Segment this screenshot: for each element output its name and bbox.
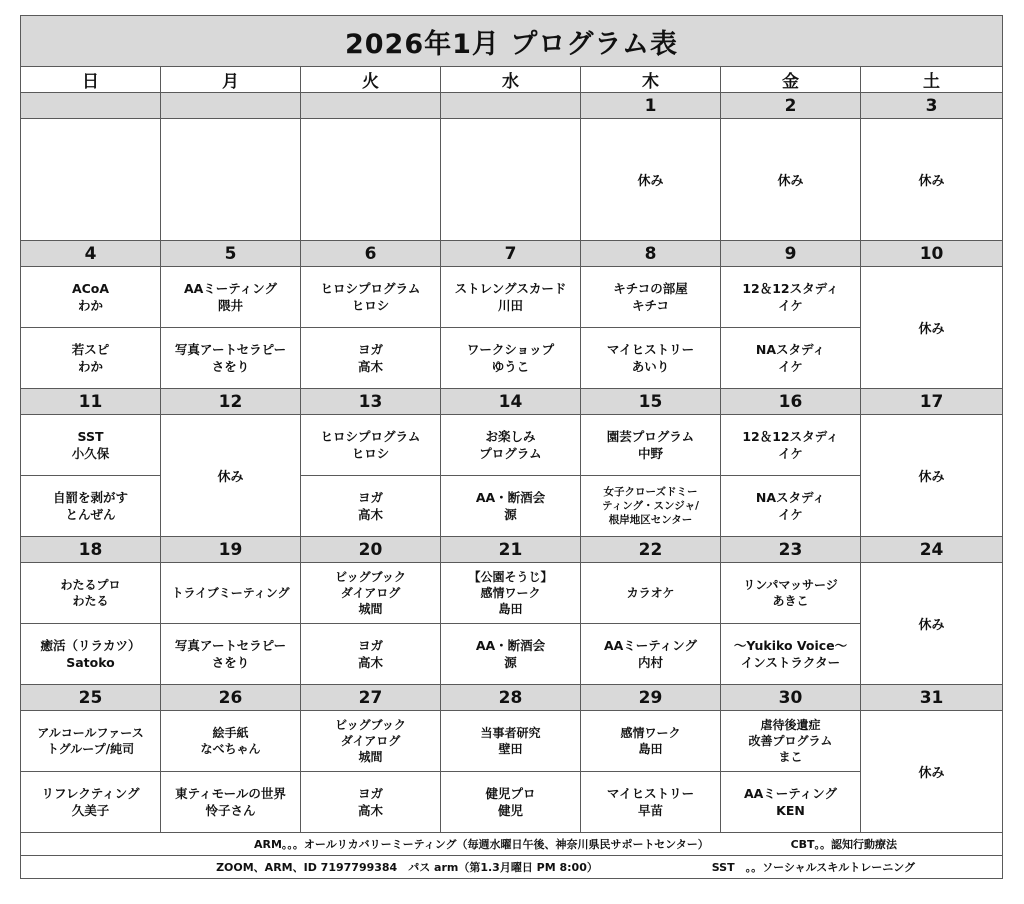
program-slot: AA・断酒会 源 bbox=[441, 624, 581, 685]
date-number: 10 bbox=[861, 241, 1003, 267]
am-row-week4 bbox=[21, 563, 1003, 624]
date-row-week2 bbox=[21, 241, 1003, 267]
program-slot: ヨガ 高木 bbox=[301, 328, 441, 389]
empty-day-cell bbox=[161, 119, 301, 241]
program-calendar bbox=[20, 15, 1003, 879]
program-slot: 園芸プログラム 中野 bbox=[581, 415, 721, 476]
weekday-tue: 火 bbox=[301, 67, 441, 93]
program-slot: NAスタディ イケ bbox=[721, 328, 861, 389]
program-slot: 12＆12スタディ イケ bbox=[721, 415, 861, 476]
am-row-week3 bbox=[21, 415, 1003, 476]
weekday-wed: 水 bbox=[441, 67, 581, 93]
program-slot: リンパマッサージ あきこ bbox=[721, 563, 861, 624]
program-slot: ヨガ 高木 bbox=[301, 476, 441, 537]
program-slot: 健児プロ 健児 bbox=[441, 772, 581, 833]
date-number: 5 bbox=[161, 241, 301, 267]
program-slot: わたるプロ わたる bbox=[21, 563, 161, 624]
date-number: 18 bbox=[21, 537, 161, 563]
date-number: 14 bbox=[441, 389, 581, 415]
date-row-week3 bbox=[21, 389, 1003, 415]
date-number: 24 bbox=[861, 537, 1003, 563]
weekday-sat: 土 bbox=[861, 67, 1003, 93]
weekday-fri: 金 bbox=[721, 67, 861, 93]
date-row-week1 bbox=[21, 93, 1003, 119]
pm-row-week4 bbox=[21, 624, 1003, 685]
date-number: 31 bbox=[861, 685, 1003, 711]
program-slot: 自罰を剥がす とんぜん bbox=[21, 476, 161, 537]
program-slot: 【公園そうじ】 感情ワーク 島田 bbox=[441, 563, 581, 624]
date-number bbox=[21, 93, 161, 119]
date-number: 27 bbox=[301, 685, 441, 711]
date-number: 3 bbox=[861, 93, 1003, 119]
date-row-week5 bbox=[21, 685, 1003, 711]
am-row-week5 bbox=[21, 711, 1003, 772]
date-number: 15 bbox=[581, 389, 721, 415]
program-slot: 癒活（リラカツ） Satoko bbox=[21, 624, 161, 685]
rest-day-label: 休み bbox=[861, 711, 1003, 833]
rest-day-label: 休み bbox=[721, 119, 861, 241]
program-slot: AAミーティング 内村 bbox=[581, 624, 721, 685]
program-slot: 12＆12スタディ イケ bbox=[721, 267, 861, 328]
date-number: 26 bbox=[161, 685, 301, 711]
date-number bbox=[441, 93, 581, 119]
weekday-header-row bbox=[21, 67, 1003, 93]
date-number: 4 bbox=[21, 241, 161, 267]
program-slot: 感情ワーク 島田 bbox=[581, 711, 721, 772]
program-row-week1 bbox=[21, 119, 1003, 241]
footer-note-1 bbox=[21, 833, 1003, 856]
program-slot: リフレクティング 久美子 bbox=[21, 772, 161, 833]
date-number: 6 bbox=[301, 241, 441, 267]
date-number: 22 bbox=[581, 537, 721, 563]
footer-row-1 bbox=[21, 833, 1003, 856]
rest-day-label: 休み bbox=[861, 415, 1003, 537]
weekday-sun: 日 bbox=[21, 67, 161, 93]
arm-note: ARM。。。オールリカバリーミーティング（毎週水曜日午後、神奈川県民サポートセンター） bbox=[254, 838, 709, 851]
program-slot: ビッグブック ダイアログ 城間 bbox=[301, 711, 441, 772]
program-slot: 若スピ わか bbox=[21, 328, 161, 389]
program-slot: ヨガ 高木 bbox=[301, 624, 441, 685]
pm-row-week5 bbox=[21, 772, 1003, 833]
date-number: 12 bbox=[161, 389, 301, 415]
empty-day-cell bbox=[21, 119, 161, 241]
program-slot: SST 小久保 bbox=[21, 415, 161, 476]
date-number: 21 bbox=[441, 537, 581, 563]
date-number: 28 bbox=[441, 685, 581, 711]
am-row-week2 bbox=[21, 267, 1003, 328]
rest-day-label: 休み bbox=[161, 415, 301, 537]
program-slot: ヒロシプログラム ヒロシ bbox=[301, 415, 441, 476]
date-number bbox=[161, 93, 301, 119]
date-number: 17 bbox=[861, 389, 1003, 415]
date-number: 9 bbox=[721, 241, 861, 267]
program-slot: 女子クローズドミー ティング・スンジャ/ 根岸地区センター bbox=[581, 476, 721, 537]
footer-note-2 bbox=[21, 856, 1003, 879]
program-slot: 東ティモールの世界 怜子さん bbox=[161, 772, 301, 833]
zoom-note: ZOOM、ARM、ID 7197799384 パス arm（第1.3月曜日 PM 8:00） bbox=[216, 861, 598, 874]
cbt-note: CBT。。認知行動療法 bbox=[790, 838, 898, 851]
date-number: 29 bbox=[581, 685, 721, 711]
empty-day-cell bbox=[441, 119, 581, 241]
program-slot: ストレングスカード 川田 bbox=[441, 267, 581, 328]
date-number: 2 bbox=[721, 93, 861, 119]
program-slot: ヒロシプログラム ヒロシ bbox=[301, 267, 441, 328]
program-slot: キチコの部屋 キチコ bbox=[581, 267, 721, 328]
pm-row-week2 bbox=[21, 328, 1003, 389]
program-slot: 虐待後遺症 改善プログラム まこ bbox=[721, 711, 861, 772]
weekday-mon: 月 bbox=[161, 67, 301, 93]
program-slot: ヨガ 高木 bbox=[301, 772, 441, 833]
rest-day-label: 休み bbox=[581, 119, 721, 241]
sst-note: SST 。。ソーシャルスキルトレーニング bbox=[711, 861, 915, 874]
program-slot: お楽しみ プログラム bbox=[441, 415, 581, 476]
date-number: 23 bbox=[721, 537, 861, 563]
date-number: 7 bbox=[441, 241, 581, 267]
weekday-thu: 木 bbox=[581, 67, 721, 93]
program-slot: マイヒストリー あいり bbox=[581, 328, 721, 389]
date-number: 20 bbox=[301, 537, 441, 563]
program-slot: トライブミーティング bbox=[161, 563, 301, 624]
program-slot: 絵手紙 なべちゃん bbox=[161, 711, 301, 772]
date-number: 16 bbox=[721, 389, 861, 415]
program-slot: ワークショップ ゆうこ bbox=[441, 328, 581, 389]
program-slot: NAスタディ イケ bbox=[721, 476, 861, 537]
program-slot: 写真アートセラピー さをり bbox=[161, 328, 301, 389]
date-number bbox=[301, 93, 441, 119]
program-slot: AA・断酒会 源 bbox=[441, 476, 581, 537]
date-number: 8 bbox=[581, 241, 721, 267]
program-slot: ビッグブック ダイアログ 城間 bbox=[301, 563, 441, 624]
program-slot: カラオケ bbox=[581, 563, 721, 624]
empty-day-cell bbox=[301, 119, 441, 241]
date-row-week4 bbox=[21, 537, 1003, 563]
footer-row-2 bbox=[21, 856, 1003, 879]
date-number: 1 bbox=[581, 93, 721, 119]
date-number: 25 bbox=[21, 685, 161, 711]
date-number: 19 bbox=[161, 537, 301, 563]
program-slot: AAミーティング 隈井 bbox=[161, 267, 301, 328]
program-slot: AAミーティング KEN bbox=[721, 772, 861, 833]
date-number: 13 bbox=[301, 389, 441, 415]
program-slot: ACoA わか bbox=[21, 267, 161, 328]
program-slot: 当事者研究 壁田 bbox=[441, 711, 581, 772]
program-slot: アルコールファース トグループ/純司 bbox=[21, 711, 161, 772]
calendar-title: 2026年1月 プログラム表 bbox=[21, 16, 1003, 67]
date-number: 11 bbox=[21, 389, 161, 415]
rest-day-label: 休み bbox=[861, 267, 1003, 389]
rest-day-label: 休み bbox=[861, 563, 1003, 685]
program-slot: 〜Yukiko Voice〜 インストラクター bbox=[721, 624, 861, 685]
program-slot: 写真アートセラピー さをり bbox=[161, 624, 301, 685]
date-number: 30 bbox=[721, 685, 861, 711]
rest-day-label: 休み bbox=[861, 119, 1003, 241]
program-slot: マイヒストリー 早苗 bbox=[581, 772, 721, 833]
